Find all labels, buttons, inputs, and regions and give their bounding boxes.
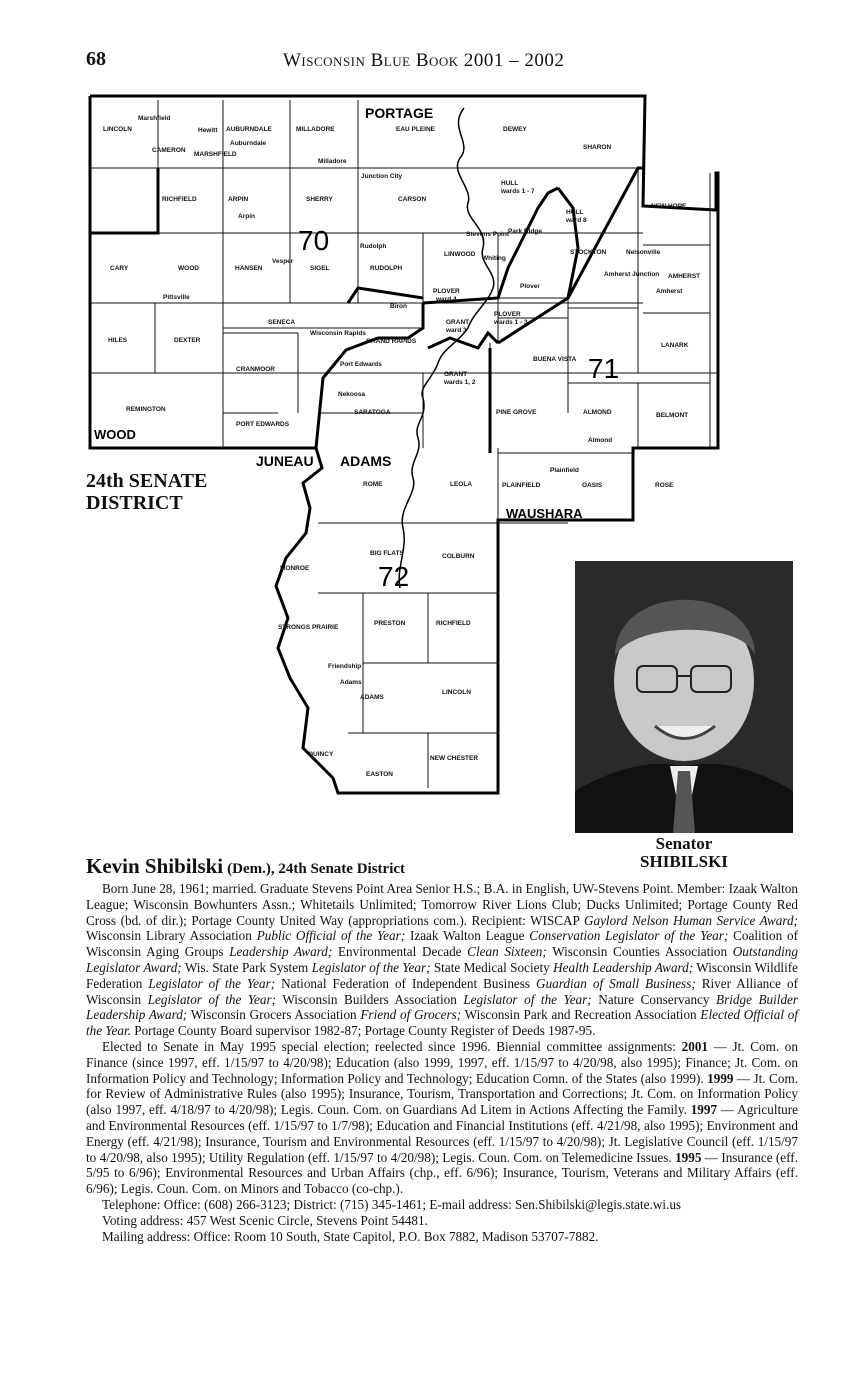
township-label: QUINCY [308,751,334,758]
assembly-district-number: 71 [588,353,620,384]
township-label: Arpin [238,213,255,220]
township-label: Amherst Junction [604,271,660,278]
telephone-line: Telephone: Office: (608) 266-3123; District: (715) 345-1461; E-mail address: Sen.Shibilski@legis.state.wi.us [102,1196,682,1212]
township-label: WOOD [178,265,199,272]
page-number: 68 [86,48,106,70]
senator-heading [86,854,405,879]
portrait-image [575,561,793,833]
township-label: PLOVER [494,311,521,318]
township-label: GRAND RAPIDS [366,338,417,345]
senator-photo [575,561,793,833]
voting-address: Voting address: 457 West Scenic Circle, Stevens Point 54481. [102,1212,428,1228]
assembly-district-number: 72 [378,561,410,592]
township-label: Friendship [328,663,362,670]
township-label: EAU PLEINE [396,126,436,133]
county-label: WOOD [94,427,136,442]
township-label: AMHERST [668,273,701,280]
township-label: Amherst [656,288,683,295]
township-label: HILES [108,337,128,344]
township-label: DEXTER [174,337,201,344]
photo-caption: Senator SHIBILSKI [640,834,728,871]
committee-paragraph: Elected to Senate in May 1995 special election; reelected since 1996. Biennial committee assignments: 2001 — Jt. Com. on Finance (since 1997, eff. 1/15/97 to 4/20/98); Education (also 1999, 1997, eff. 1/15/97 to 4/20/98, also 1995); Finance; Jt. Com. on Information Policy and Technology; Information Policy and Technology; Education Comn. of the States (also 1999). 1999 — Jt. Com. for Review of Administrative Rules (also 1995); Insurance, Tourism, Transportation and Corrections; Jt. Com. on Information Policy (also 1997, eff. 4/18/97 to 4/20/98); Legis. Coun. Com. on Guardians Ad Litem in Actions Affecting the Family. 1997 — Agriculture and Environmental Resources (eff. 1/15/97 to 1/7/98); Education and Financial Institutions (eff. 4/21/98, also 1995); Environment and Energy (eff. 4/21/98); Insurance, Tourism and Environmental Resources (eff. 1/15/97 to 4/20/98); Jt. Legislative Council (eff. 1/15/97 to 4/20/98, also 1995); Utility Regulation (eff. 1/15/97 to 4/20/98); Legis. Coun. Com. on Telemedicine Issues. 1995 — Insurance (eff. 5/95 to 6/96); Environmental Resources and Urban Affairs (chp., eff. 6/96); Insurance, Tourism, Veterans and Military Affairs (eff. 6/96); Legis. Coun. Com. on Minors and Tobacco (co-chp.). [86,1038,798,1197]
county-label: ADAMS [340,453,392,469]
county-label: WAUSHARA [506,506,583,521]
township-label: CAMERON [152,147,186,154]
township-label: PLOVER [433,288,460,295]
township-label: STOCKTON [570,249,607,256]
township-label: Pittsville [163,294,190,301]
township-label: GRANT [444,371,468,378]
township-label: Whiting [482,255,506,262]
township-label: wards 1 - 3 [494,319,528,326]
township-label: RICHFIELD [162,196,197,203]
township-label: Junction City [361,173,403,180]
township-label: STRONGS PRAIRIE [278,624,339,631]
township-label: HULL [566,209,584,216]
township-label: LINWOOD [444,251,476,258]
township-label: AUBURNDALE [226,126,272,133]
township-label: Auburndale [230,140,267,147]
township-label: COLBURN [442,553,475,560]
township-label: OASIS [582,482,603,489]
township-label: NEW HOPE [651,203,687,210]
county-label: JUNEAU [256,453,314,469]
township-label: Almond [588,437,613,444]
township-label: CARY [110,265,129,272]
township-label: Marshfield [138,115,171,122]
bio-paragraph: Born June 28, 1961; married. Graduate Stevens Point Area Senior H.S.; B.A. in English, UW-Stevens Point. Member: Izaak Walton League; Wisconsin Bowhunters Assn.; Whitetails Unlimited; Tomorrow River Lions Club; Ducks Unlimited; Portage County Red Cross (bd. of dir.); Portage County United Way (appropriations com.). Recipient: WISCAP Gaylord Nelson Human Service Award; Wisconsin Library Association Public Official of the Year; Izaak Walton League Conservation Legislator of the Year; Coalition of Wisconsin Aging Groups Leadership Award; Environmental Decade Clean Sixteen; Wisconsin Counties Association Outstanding Legislator Award; Wis. State Park System Legislator of the Year; State Medical Society Health Leadership Award; Wisconsin Wildlife Federation Legislator of the Year; National Federation of Independent Business Guardian of Small Business; River Alliance of Wisconsin Legislator of the Year; Wisconsin Builders Association Legislator of the Year; Nature Conservancy Bridge Builder Leadership Award; Wisconsin Grocers Association Friend of Grocers; Wisconsin Park and Recreation Association Elected Official of the Year. Portage County Board supervisor 1982-87; Portage County Register of Deeds 1987-95. [86,881,799,1039]
township-label: ward 3 [446,327,467,334]
township-label: MONROE [280,565,310,572]
township-label: ward 8 [566,217,587,224]
township-label: PRESTON [374,620,406,627]
township-label: MILLADORE [296,126,335,133]
senator-name: Kevin Shibilski [86,854,224,878]
township-label: Milladore [318,158,347,165]
township-label: DEWEY [503,126,527,133]
township-label: BELMONT [656,412,689,419]
township-label: Hewitt [198,127,218,134]
township-label: RUDOLPH [370,265,403,272]
township-label: LINCOLN [442,689,471,696]
township-label: LINCOLN [103,126,132,133]
township-label: Nekoosa [338,391,366,398]
township-label: Vesper [272,258,294,265]
township-label: ADAMS [360,694,384,701]
township-label: GRANT [446,319,470,326]
district-title: 24th SENATE DISTRICT [86,470,208,514]
township-label: Stevens Point [466,231,509,238]
biography [86,881,798,1244]
township-label: Rudolph [360,243,387,250]
book-title: Wisconsin Blue Book 2001 – 2002 [283,50,565,71]
township-label: HANSEN [235,265,263,272]
township-label: ALMOND [583,409,612,416]
township-label: wards 1 - 7 [501,188,535,195]
township-label: HULL [501,180,519,187]
township-label: LANARK [661,342,689,349]
township-label: SIGEL [310,265,330,272]
township-label: Park Ridge [508,228,542,235]
township-label: BIG FLATS [370,550,404,557]
township-label: ROME [363,481,383,488]
township-label: Wisconsin Rapids [310,330,366,337]
township-label: Port Edwards [340,361,382,368]
township-label: SHERRY [306,196,333,203]
township-label: NEW CHESTER [430,755,479,762]
township-label: PINE GROVE [496,409,537,416]
township-label: PLAINFIELD [502,482,541,489]
assembly-district-number: 70 [298,225,330,256]
senator-party-district: (Dem.), 24th Senate District [227,861,406,877]
township-label: SARATOGA [354,409,391,416]
mailing-address: Mailing address: Office: Room 10 South, State Capitol, P.O. Box 7882, Madison 53707-7882. [102,1228,599,1244]
township-label: ARPIN [228,196,249,203]
township-label: ROSE [655,482,674,489]
township-label: PORT EDWARDS [236,421,290,428]
township-label: RICHFIELD [436,620,471,627]
township-label: EASTON [366,771,393,778]
township-label: wards 1, 2 [444,379,476,386]
township-label: Nelsonville [626,249,661,256]
township-label: Plover [520,283,540,290]
township-label: ward 4 [436,296,457,303]
township-label: LEOLA [450,481,473,488]
township-label: CRANMOOR [236,366,275,373]
township-label: MARSHFIELD [194,151,237,158]
township-label: BUENA VISTA [533,356,577,363]
township-label: Plainfield [550,467,579,474]
township-label: SENECA [268,319,296,326]
township-label: Adams [340,679,362,686]
township-label: REMINGTON [126,406,166,413]
township-label: Biron [390,303,407,310]
county-label: PORTAGE [365,105,434,121]
township-label: SHARON [583,144,612,151]
township-label: CARSON [398,196,427,203]
